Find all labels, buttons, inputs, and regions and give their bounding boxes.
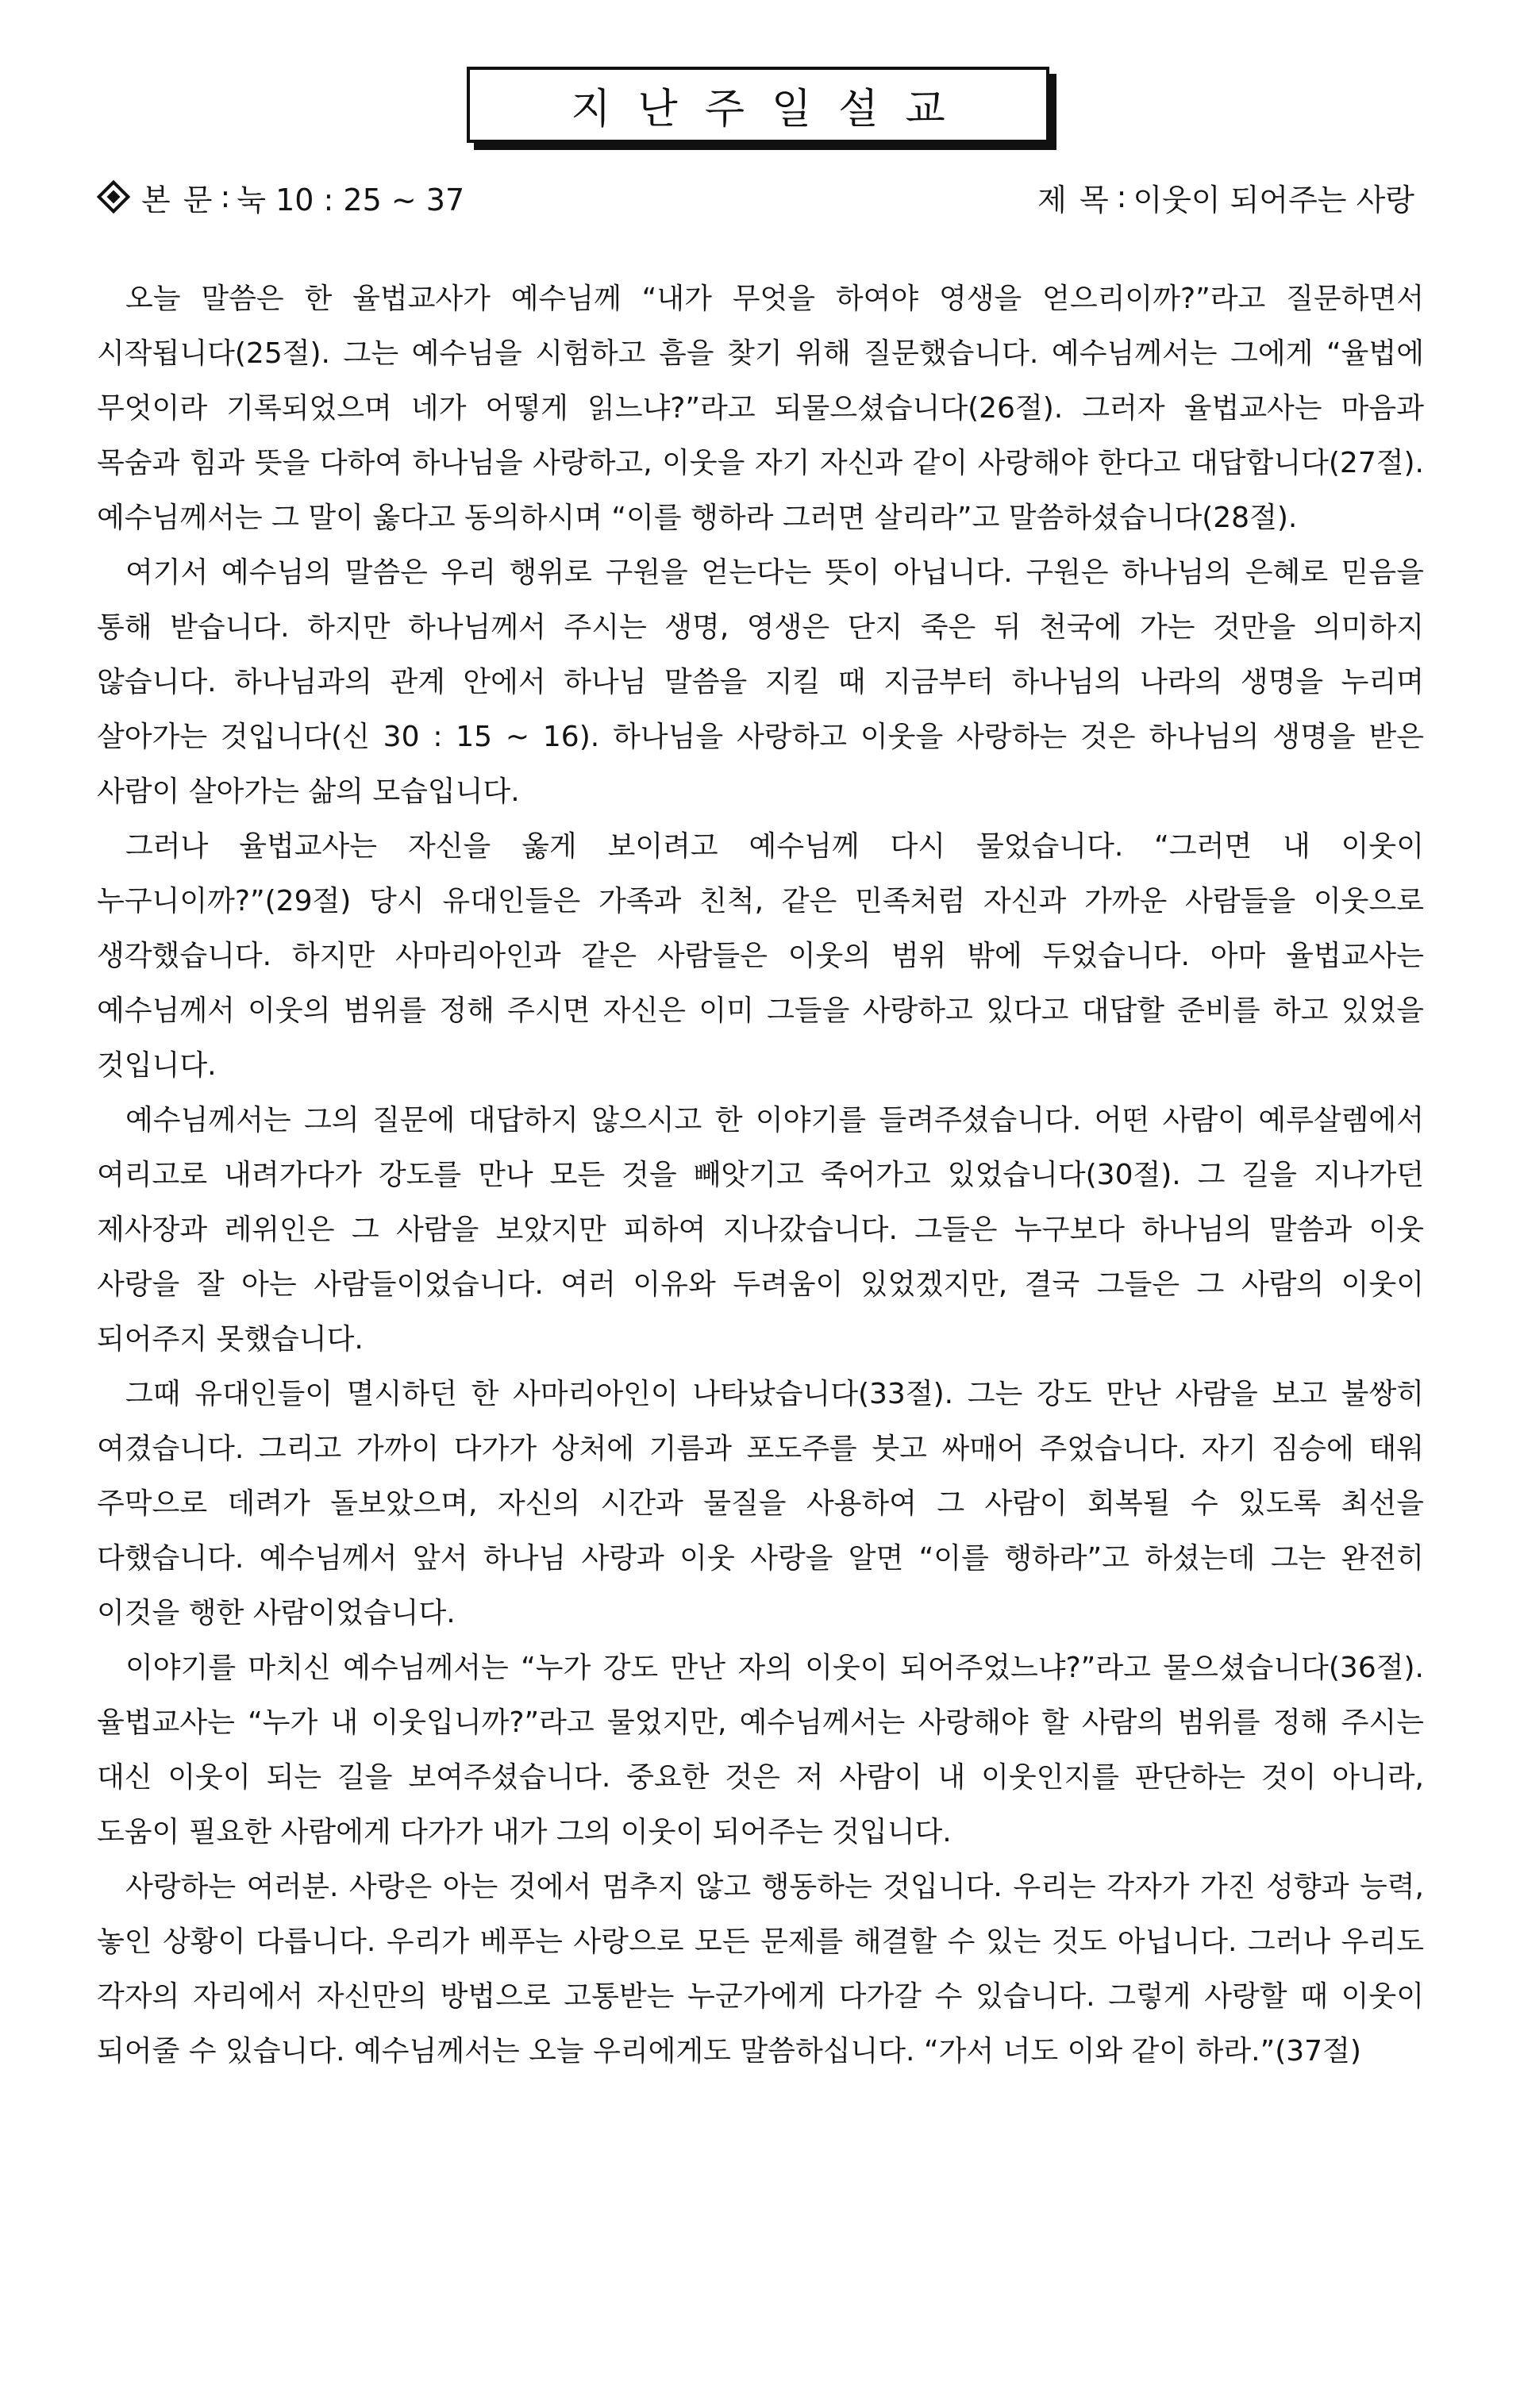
paragraph-5: 그때 유대인들이 멸시하던 한 사마리아인이 나타났습니다(33절). 그는 강도 만난 사람을 보고 불쌍히 여겼습니다. 그리고 가까이 다가가 상처에 기름과 포도주를 붓고 싸매어 주었습니다. 자기 짐승에 태워 주막으로 데려가 돌보았으며, 자신의 시간과 물질을 사용하여 그 사람이 회복될 수 있도록 최선을 다했습니다. 예수님께서 앞서 하나님 사랑과 이웃 사랑을 알면 “이를 행하라”고 하셨는데 그는 완전히 이것을 행한 사람이었습니다.: [97, 1378, 1424, 1629]
scripture-colon: :: [220, 179, 231, 214]
subject-info: [1037, 175, 1414, 219]
title-box: [467, 67, 1049, 143]
scripture-info: [97, 175, 464, 219]
paragraph-6: 이야기를 마치신 예수님께서는 “누가 강도 만난 자의 이웃이 되어주었느냐?”라고 물으셨습니다(36절). 율법교사는 “누가 내 이웃입니까?”라고 물었지만, 예수님께서는 사랑해야 할 사람의 범위를 정해 주시는 대신 이웃이 되는 길을 보여주셨습니다. 중요한 것은 저 사람이 내 이웃인지를 판단하는 것이 아니라, 도움이 필요한 사람에게 다가가 내가 그의 이웃이 되어주는 것입니다.: [97, 1652, 1424, 1848]
paragraph-4: 예수님께서는 그의 질문에 대답하지 않으시고 한 이야기를 들려주셨습니다. 어떤 사람이 예루살렘에서 여리고로 내려가다가 강도를 만나 모든 것을 빼앗기고 죽어가고 있었습니다(30절). 그 길을 지나가던 제사장과 레위인은 그 사람을 보았지만 피하여 지나갔습니다. 그들은 누구보다 하나님의 말씀과 이웃 사랑을 잘 아는 사람들이었습니다. 여러 이유와 두려움이 있었겠지만, 결국 그들은 그 사람의 이웃이 되어주지 못했습니다.: [97, 1104, 1424, 1356]
page-title: 지난주일설교: [571, 85, 972, 133]
subject-label: 제 목: [1037, 182, 1110, 217]
scripture-label: 본 문: [141, 182, 214, 217]
paragraph-2: 여기서 예수님의 말씀은 우리 행위로 구원을 얻는다는 뜻이 아닙니다. 구원은 하나님의 은혜로 믿음을 통해 받습니다. 하지만 하나님께서 주시는 생명, 영생은 단지 죽은 뒤 천국에 가는 것만을 의미하지 않습니다. 하나님과의 관계 안에서 하나님 말씀을 지킬 때 지금부터 하나님의 나라의 생명을 누리며 살아가는 것입니다(신 30 : 15 ~ 16). 하나님을 사랑하고 이웃을 사랑하는 것은 하나님의 생명을 받은 사람이 살아가는 삶의 모습입니다.: [97, 556, 1424, 808]
sermon-subject: 이웃이 되어주는 사랑: [1133, 182, 1414, 217]
diamond-bullet-icon: [97, 180, 130, 213]
sermon-body: [97, 271, 1424, 2079]
sermon-meta: [97, 173, 1414, 221]
paragraph-7: 사랑하는 여러분. 사랑은 아는 것에서 멈추지 않고 행동하는 것입니다. 우리는 각자가 가진 성향과 능력, 놓인 상황이 다릅니다. 우리가 베푸는 사랑으로 모든 문제를 해결할 수 있는 것도 아닙니다. 그러나 우리도 각자의 자리에서 자신만의 방법으로 고통받는 누군가에게 다가갈 수 있습니다. 그렇게 사랑할 때 이웃이 되어줄 수 있습니다. 예수님께서는 오늘 우리에게도 말씀하십니다. “가서 너도 이와 같이 하라.”(37절): [97, 1871, 1424, 2068]
scripture-reference: 눅 10 : 25 ~ 37: [237, 182, 465, 217]
paragraph-3: 그러나 율법교사는 자신을 옳게 보이려고 예수님께 다시 물었습니다. “그러면 내 이웃이 누구니이까?”(29절) 당시 유대인들은 가족과 친척, 같은 민족처럼 자신과 가까운 사람들을 이웃으로 생각했습니다. 하지만 사마리아인과 같은 사람들은 이웃의 범위 밖에 두었습니다. 아마 율법교사는 예수님께서 이웃의 범위를 정해 주시면 자신은 이미 그들을 사랑하고 있다고 대답할 준비를 하고 있었을 것입니다.: [97, 830, 1424, 1082]
subject-colon: :: [1116, 179, 1127, 214]
paragraph-1: 오늘 말씀은 한 율법교사가 예수님께 “내가 무엇을 하여야 영생을 얻으리이까?”라고 질문하면서 시작됩니다(25절). 그는 예수님을 시험하고 흠을 찾기 위해 질문했습니다. 예수님께서는 그에게 “율법에 무엇이라 기록되었으며 네가 어떻게 읽느냐?”라고 되물으셨습니다(26절). 그러자 율법교사는 마음과 목숨과 힘과 뜻을 다하여 하나님을 사랑하고, 이웃을 자기 자신과 같이 사랑해야 한다고 대답합니다(27절). 예수님께서는 그 말이 옳다고 동의하시며 “이를 행하라 그러면 살리라”고 말씀하셨습니다(28절).: [97, 283, 1424, 534]
